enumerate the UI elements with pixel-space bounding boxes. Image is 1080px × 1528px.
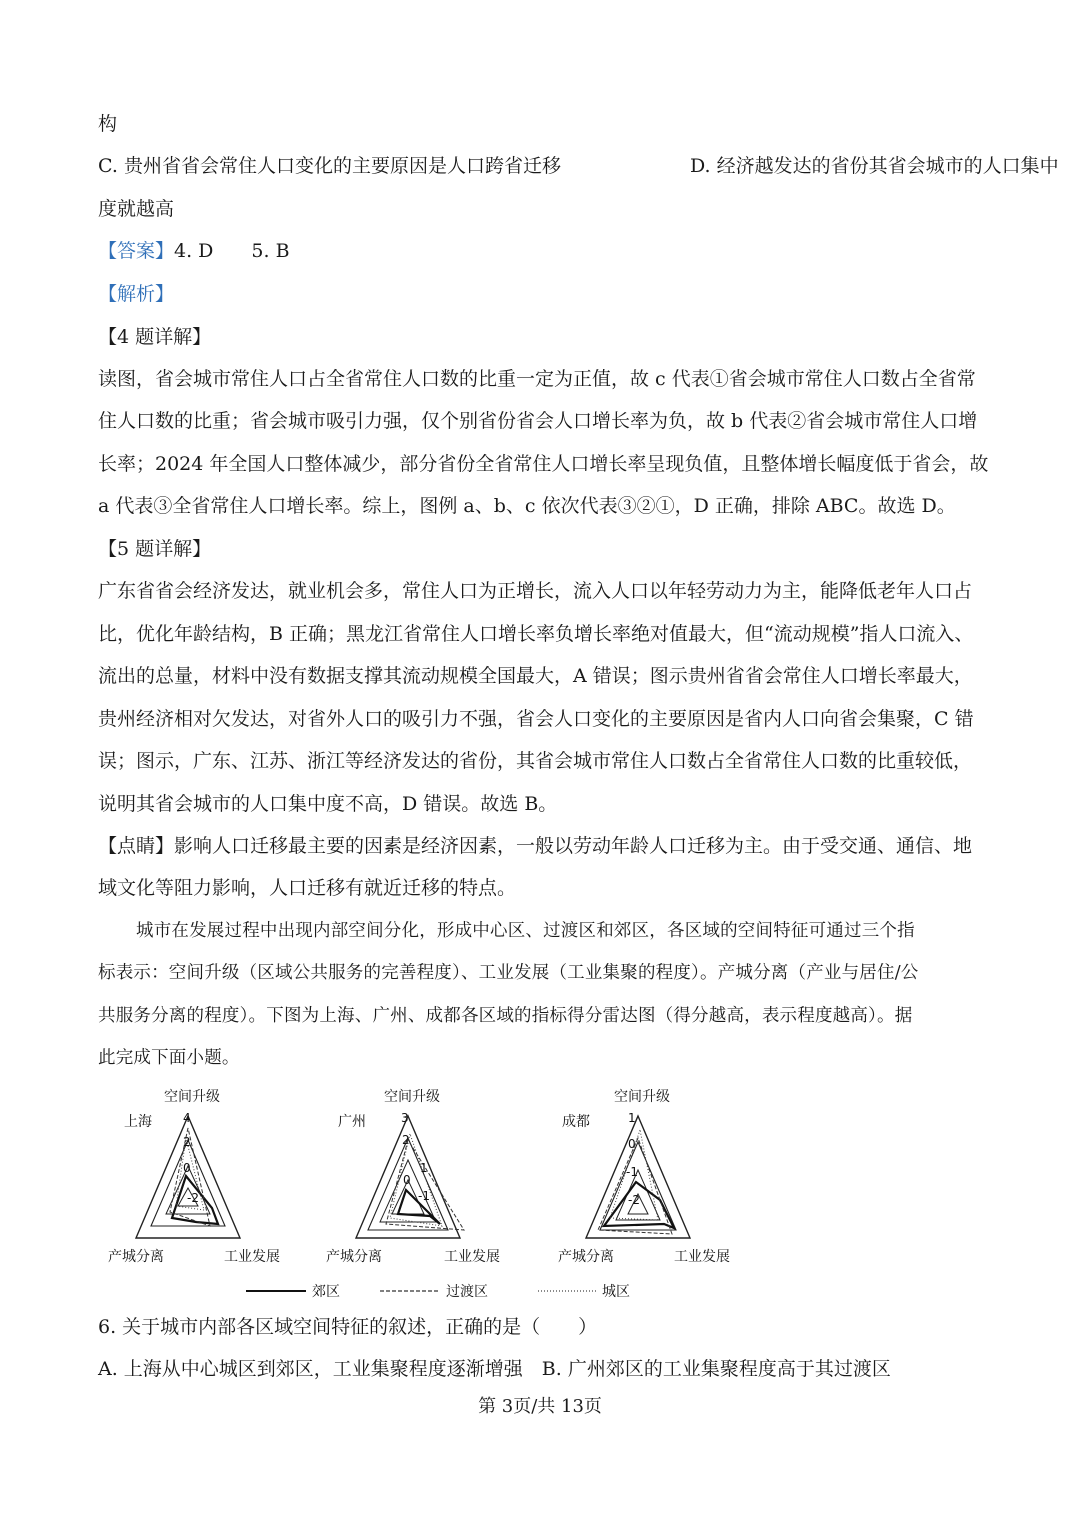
q5-text-1: 广东省省会经济发达，就业机会多，常住人口为正增长，流入人口以年轻劳动力为主，能降低老年人口占 (98, 580, 973, 602)
analysis-tag: 【解析】 (98, 283, 175, 305)
tick-label: -1 (626, 1165, 638, 1179)
legend-label-urban: 城区 (602, 1284, 630, 1300)
material-text-3: 共服务分离的程度）。下图为上海、广州、成都各区域的指标得分雷达图（得分越高，表示程度越高）。据 (98, 1006, 913, 1026)
q5-text-6: 说明其省会城市的人口集中度不高，D 错误。故选 B。 (98, 793, 558, 815)
tick-label: 2 (183, 1135, 191, 1149)
q4-text-2: 住人口数的比重；省会城市吸引力强，仅个别省份省会人口增长率为负，故 b 代表②省会城市常住人口增 (98, 410, 978, 432)
q5-text-2: 比，优化年龄结构，B 正确；黑龙江省常住人口增长率负增长率绝对值最大，但“流动规模”指人口流入、 (98, 623, 974, 645)
material-text-4: 此完成下面小题。 (98, 1048, 240, 1068)
axis-label-right: 工业发展 (444, 1249, 500, 1265)
text-line: 度就越高 (98, 198, 175, 220)
tick-label: -2 (187, 1191, 199, 1205)
material-text-2: 标表示：空间升级（区域公共服务的完善程度）、工业发展（工业集聚的程度）。产城分离（产业与居住/公 (98, 963, 919, 983)
axis-label-top: 空间升级 (384, 1089, 440, 1105)
q4-heading: 【4 题详解】 (98, 326, 212, 348)
chart-legend (246, 1283, 630, 1300)
option-c: C. 贵州省省会常住人口变化的主要原因是人口跨省迁移 (98, 155, 561, 177)
q5-heading: 【5 题详解】 (98, 538, 212, 560)
tip-text-2: 域文化等阻力影响，人口迁移有就近迁移的特点。 (98, 877, 517, 899)
tip-text-1: 【点睛】影响人口迁移最主要的因素是经济因素，一般以劳动年龄人口迁移为主。由于受交通、通信、地 (98, 835, 973, 857)
tick-label: 0 (403, 1173, 411, 1187)
city-label: 上海 (124, 1114, 152, 1130)
tick-label: 1 (628, 1111, 636, 1125)
axis-label-top: 空间升级 (164, 1089, 220, 1105)
radar-chart-guangzhou (326, 1088, 500, 1265)
tick-label: 0 (628, 1137, 636, 1151)
radar-chart-shanghai (108, 1088, 280, 1265)
tick-label: 3 (401, 1111, 409, 1125)
radar-chart-chengdu (558, 1088, 730, 1265)
tick-label: 1 (420, 1161, 428, 1175)
q5-text-3: 流出的总量，材料中没有数据支撑其流动规模全国最大，A 错误；图示贵州省省会常住人口增长率最大， (98, 665, 973, 687)
text-line: 构 (98, 113, 118, 135)
answer-text: 4. D 5. B (174, 240, 290, 262)
tick-label: 4 (183, 1111, 191, 1125)
answer-tag: 【答案】 (98, 240, 175, 262)
city-label: 成都 (562, 1114, 590, 1130)
q5-text-5: 误；图示，广东、江苏、浙江等经济发达的省份，其省会城市常住人口数占全省常住人口数的比重较低， (98, 750, 973, 772)
q4-text-4: a 代表③全省常住人口增长率。综上，图例 a、b、c 依次代表③②①，D 正确，排除 ABC。故选 D。 (98, 495, 956, 517)
question-6-options: A. 上海从中心城区到郊区，工业集聚程度逐渐增强 B. 广州郊区的工业集聚程度高于其过渡区 (98, 1358, 891, 1380)
axis-label-left: 产城分离 (108, 1249, 164, 1265)
city-label: 广州 (338, 1114, 366, 1130)
page-footer: 第 3页/共 13页 (478, 1396, 602, 1417)
legend-label-transition: 过渡区 (446, 1284, 488, 1300)
tick-label: -2 (628, 1193, 640, 1207)
axis-label-top: 空间升级 (614, 1089, 670, 1105)
radar-figure (0, 1080, 1080, 1310)
legend-label-suburb: 郊区 (312, 1284, 340, 1300)
q4-text-1: 读图，省会城市常住人口占全省常住人口数的比重一定为正值，故 c 代表①省会城市常住人口数占全省常 (98, 368, 976, 390)
material-text-1: 城市在发展过程中出现内部空间分化，形成中心区、过渡区和郊区，各区域的空间特征可通过三个指 (136, 921, 915, 941)
tick-label: -1 (418, 1189, 430, 1203)
tick-label: 2 (402, 1133, 410, 1147)
tick-label: 0 (183, 1161, 191, 1175)
question-6: 6. 关于城市内部各区域空间特征的叙述，正确的是（ ） (98, 1316, 598, 1338)
answer-line (98, 237, 988, 265)
axis-label-left: 产城分离 (558, 1249, 614, 1265)
option-d: D. 经济越发达的省份其省会城市的人口集中 (690, 155, 1059, 177)
q5-text-4: 贵州经济相对欠发达，对省外人口的吸引力不强，省会人口变化的主要原因是省内人口向省会集聚，C 错 (98, 708, 974, 730)
axis-label-left: 产城分离 (326, 1249, 382, 1265)
axis-label-right: 工业发展 (224, 1249, 280, 1265)
q4-text-3: 长率；2024 年全国人口整体减少，部分省份全省常住人口增长率呈现负值，且整体增长幅度低于省会，故 (98, 453, 989, 475)
option-c-line (98, 152, 1059, 180)
axis-label-right: 工业发展 (674, 1249, 730, 1265)
